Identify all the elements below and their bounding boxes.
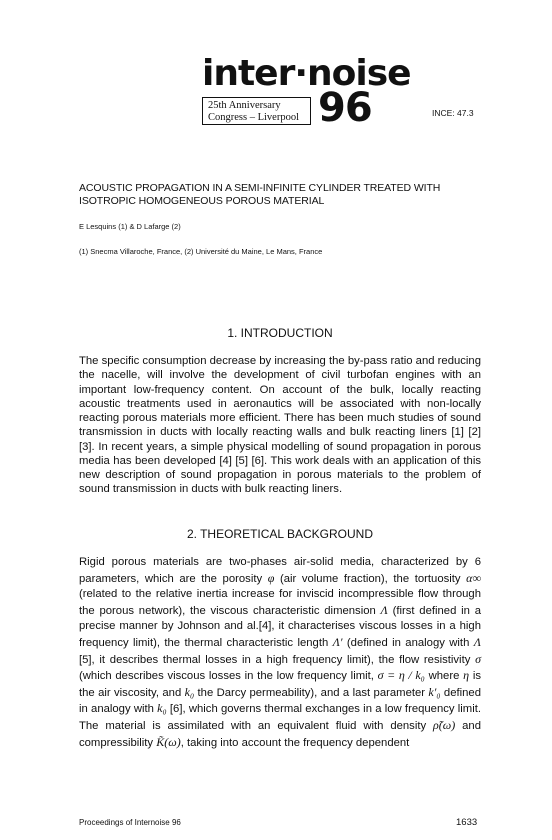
text-run: [5], it describes thermal losses in a high frequency limit), the flow resistivity <box>79 653 476 666</box>
symbol: k′₀ <box>428 684 441 699</box>
text-run: is the air viscosity, and <box>79 670 481 699</box>
section-heading-theoretical-background: 2. THEORETICAL BACKGROUND <box>186 527 374 541</box>
text-run: defined in analogy with <box>79 686 481 716</box>
symbol: σ <box>475 651 481 666</box>
conference-year: 96 <box>318 85 372 131</box>
page-number: 1633 <box>456 817 478 828</box>
text-run: (air volume fraction), the tortuosity <box>274 572 467 585</box>
symbol: K̃(ω) <box>156 734 181 749</box>
symbol: σ = η / k₀ <box>377 668 425 683</box>
symbol: φ <box>267 570 275 585</box>
authors: E Lesquins (1) & D Lafarge (2) <box>79 222 181 231</box>
paper-title: ACOUSTIC PROPAGATION IN A SEMI-INFINITE CYLINDER TREATED WITH ISOTROPIC HOMOGENEOUS POROUS MATERIAL <box>79 182 441 207</box>
symbol: k₀ <box>157 701 167 716</box>
text-run: [6], which governs thermal exchanges in a low frequency limit. The material is assimilated with an equivalent fluid with density <box>79 703 481 732</box>
anniversary-line: 25th Anniversary <box>208 100 281 111</box>
symbol: η <box>463 668 470 683</box>
symbol: k₀ <box>184 684 195 699</box>
ince-code: INCE: 47.3 <box>432 108 474 118</box>
text-run: Rigid porous materials are two-phases air-solid media, characterized by 6 parameters, which are the porosity <box>79 556 481 585</box>
text-run: the Darcy permeability), and a last parameter <box>194 686 429 699</box>
symbol: Λ <box>473 634 481 649</box>
text-run: (first defined in a precise manner by Johnson and al.[4], it characterises viscous losses in a high frequency limit), the thermal characteristic length <box>79 604 481 649</box>
text-run: (defined in analogy with <box>342 636 474 649</box>
symbol: α∞ <box>466 570 481 585</box>
section-heading-introduction: 1. INTRODUCTION <box>227 326 333 340</box>
proceedings-footer: Proceedings of Internoise 96 <box>79 818 181 827</box>
anniversary-box <box>202 97 311 125</box>
introduction-paragraph: The specific consumption decrease by increasing the by-pass ratio and reducing the nacelle, will involve the development of civil turbofan engines with an important low-frequency content. On account of the bulk, locally reacting acoustic treatments used in aeronautics will be associated with non-locally reacting porous materials more efficient. There has been much studies of sound transmission in ducts with locally reacting walls and bulk reacting liners [1] [2] [3]. In recent years, a simple physical modelling of sound propagation in porous media has been developed [4] [5] [6]. This work deals with an application of this new description of sound propagation in porous materials to the problem of sound transmission in ducts with bulk reacting liners. <box>79 355 481 496</box>
text-run: (related to the relative inertia increase for inviscid incompressible flow through the porous network), the viscous characteristic dimension <box>79 588 481 617</box>
text-run: and compressibility <box>79 719 481 749</box>
text-run: (which describes viscous losses in the low frequency limit, <box>79 670 378 683</box>
symbol: ρ̃(ω) <box>433 717 456 732</box>
symbol: Λ <box>380 602 388 617</box>
text-run: where <box>424 670 464 683</box>
congress-line: Congress – Liverpool <box>208 112 299 123</box>
text-run: , taking into account the frequency dependent <box>180 736 410 749</box>
symbol: Λ′ <box>332 634 343 649</box>
affiliations: (1) Snecma Villaroche, France, (2) Université du Maine, Le Mans, France <box>79 247 323 256</box>
conference-logo-wordmark: inter·noise <box>202 53 411 94</box>
theory-paragraph <box>79 555 481 751</box>
